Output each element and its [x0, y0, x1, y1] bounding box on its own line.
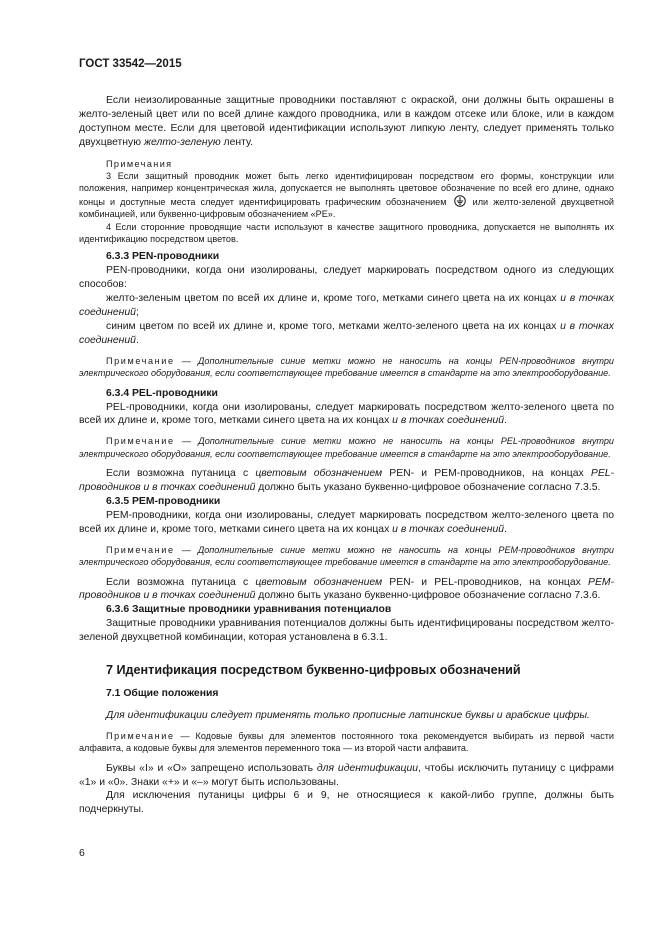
section-7-paragraph-2: Буквы «I» и «O» запрещено использовать для идентификации, чтобы исключить путаницу с цифрами «1» и «0». Знаки «+» и «–» могут быть использованы. [79, 762, 614, 788]
section-7-paragraph-1: Для идентификации следует применять только прописные латинские буквы и арабские цифры. [106, 709, 590, 721]
heading-6-3-4: 6.3.4 PEL-проводники [106, 387, 218, 399]
intro-paragraph: Если неизолированные защитные проводники поставляют с окраской, они должны быть окрашены в желто-зеленый цвет или по всей длине каждого проводника, или в каждом отсеке или блоке, или в каждом доступном месте. Если для цветовой идентификации используют липкую ленту, следует применять только двухцветную желто-зеленую ленту. [79, 95, 614, 148]
protective-earth-icon [454, 195, 466, 207]
page-header: ГОСТ 33542—2015 [79, 58, 182, 70]
heading-6-3-6: 6.3.6 Защитные проводники уравнивания потенциалов [106, 604, 392, 616]
pen-paragraph-2: желто-зеленым цветом по всей их длине и, кроме того, метками синего цвета на их концах и в точках соединений; [79, 293, 614, 319]
pen-paragraph-3: синим цветом по всей их длине и, кроме того, метками желто-зеленого цвета на их концах и в точках соединений. [79, 321, 614, 346]
pel-paragraph-2: Если возможна путаница с цветовым обозначением PEN- и PEM-проводников, на концах PEL-проводников и в точках соединений должно быть указано буквенно-цифровое обозначение согласно 7.3.5. [79, 468, 614, 494]
heading-section-7: 7 Идентификация посредством буквенно-цифровых обозначений [106, 663, 521, 678]
pem-paragraph-2: Если возможна путаница с цветовым обозначением PEN- и PEL-проводников, на концах PEM-проводников и в точках соединений должно быть указано буквенно-цифровое обозначение согласно 7.3.6. [79, 576, 614, 602]
equipotential-paragraph: Защитные проводники уравнивания потенциалов должны быть идентифицированы посредством желто-зеленой двухцветной комбинации, которая установлена в 6.3.1. [79, 618, 614, 644]
heading-6-3-5: 6.3.5 PEM-проводники [106, 495, 221, 507]
page-content [79, 94, 614, 817]
note-4: 4 Если сторонние проводящие части используют в качестве защитного проводника, допускается не выполнять их идентификацию посредством цветов. [79, 221, 614, 245]
heading-7-1: 7.1 Общие положения [106, 688, 219, 700]
page-number: 6 [79, 848, 85, 859]
heading-6-3-3: 6.3.3 PEN-проводники [106, 251, 220, 263]
pen-paragraph-1: PEN-проводники, когда они изолированы, следует маркировать посредством одного из следующих способов: [79, 265, 614, 291]
notes-heading: Примечания [106, 158, 173, 169]
pel-note: Примечание — Дополнительные синие метки можно не наносить на концы PEL-проводников внутри электрического оборудования, если соответствующее требование имеется в стандарте на это электрооборудование. [79, 436, 614, 459]
pem-paragraph-1: PEM-проводники, когда они изолированы, следует маркировать посредством желто-зеленого цвета по всей их длине и, кроме того, метками синего цвета на их концах и в точках соединений. [79, 509, 614, 535]
section-7-note: Примечание — Кодовые буквы для элементов постоянного тока рекомендуется выбирать из первой части алфавита, а кодовые буквы для элементов переменного тока — из второй части алфавита. [79, 730, 614, 754]
section-7-paragraph-3: Для исключения путаницы цифры 6 и 9, не относящиеся к какой-либо группе, должны быть подчеркнуты. [79, 790, 614, 816]
note-3: 3 Если защитный проводник может быть легко идентифицирован посредством его формы, конструкции или положения, например концентрическая жила, допускается не выполнять цветовое обозначение по всей его длине, однако концы и доступные места следует идентифицировать графическим обозначением или желто-зеленой двухцветной комбинацией, или буквенно-цифровым обозначением «PE». [79, 171, 614, 220]
pel-paragraph-1: PEL-проводники, когда они изолированы, следует маркировать посредством желто-зеленого цвета по всей их длине и, кроме того, метками синего цвета на их концах и в точках соединений. [79, 401, 614, 427]
pen-note: Примечание — Дополнительные синие метки можно не наносить на концы PEN-проводников внутри электрического оборудования, если соответствующее требование имеется в стандарте на это электрооборудование. [79, 355, 614, 379]
pem-note: Примечание — Дополнительные синие метки можно не наносить на концы PEM-проводников внутри электрического оборудования, если соответствующее требование имеется в стандарте на это электрооборудование. [79, 544, 614, 568]
